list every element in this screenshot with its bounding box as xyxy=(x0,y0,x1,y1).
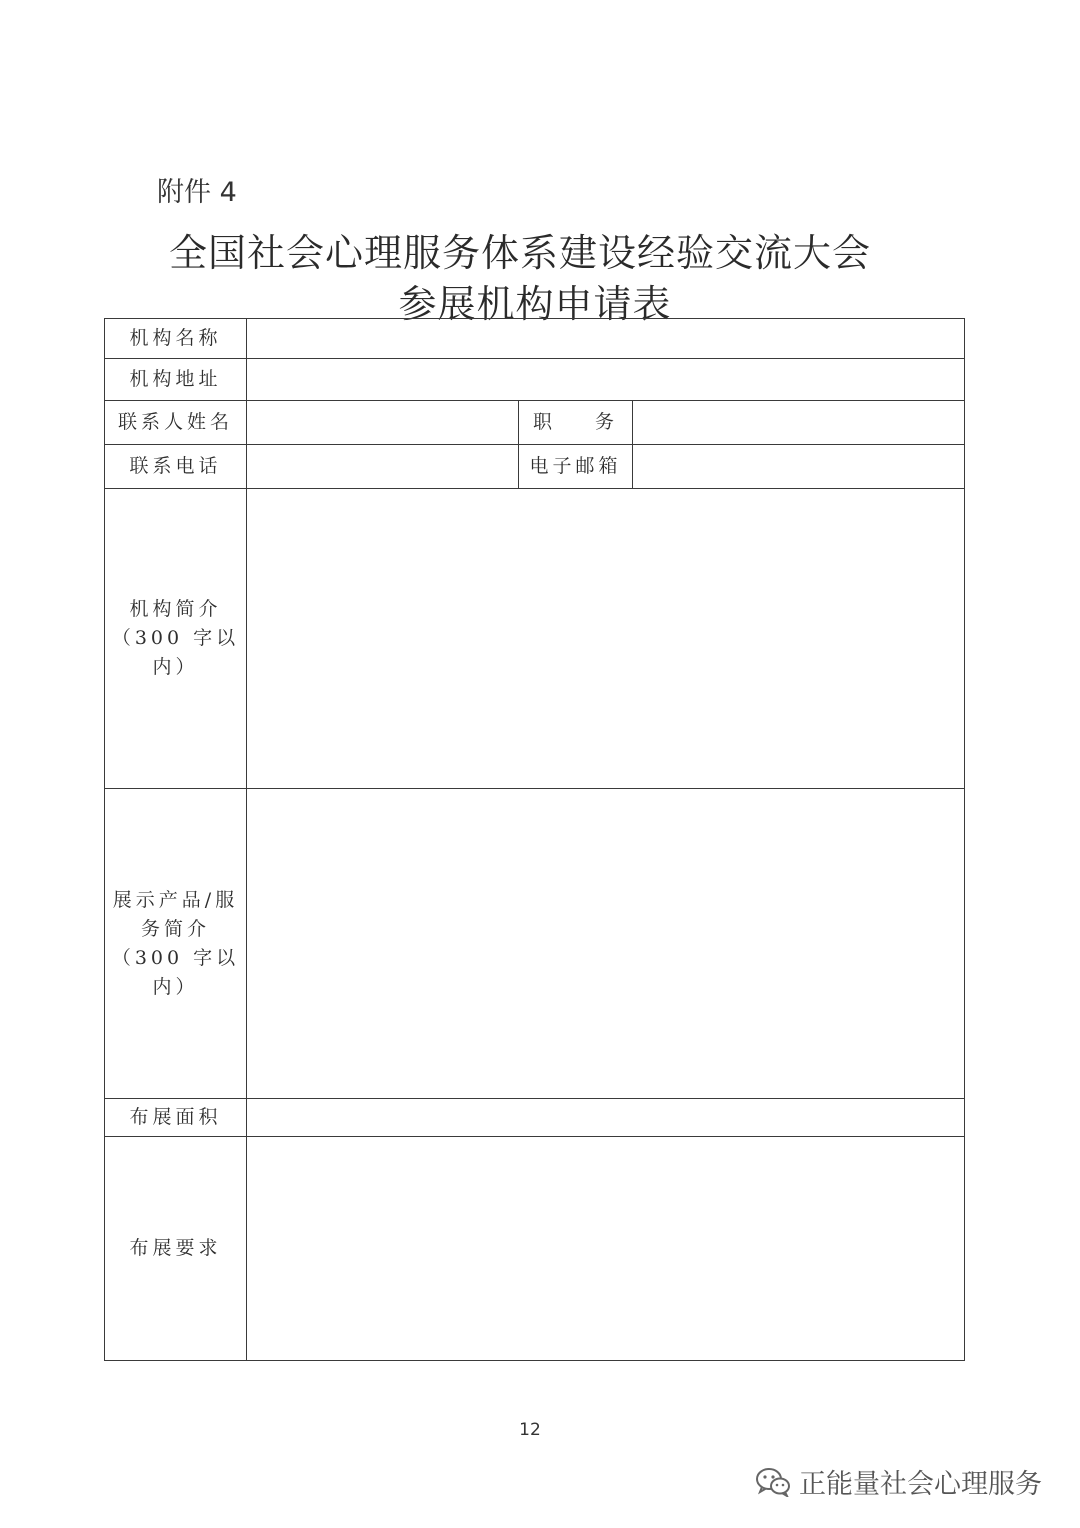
org-intro-label xyxy=(105,489,247,789)
row-booth-requirements xyxy=(105,1137,965,1361)
page-number: 12 xyxy=(519,1420,541,1440)
form-title-line1: 全国社会心理服务体系建设经验交流大会 xyxy=(168,231,871,275)
phone-field[interactable] xyxy=(247,445,519,489)
row-org-name xyxy=(105,319,965,359)
contact-name-label: 联系人姓名 xyxy=(105,401,247,445)
attachment-label: 附件 4 xyxy=(157,177,237,208)
booth-area-label: 布展面积 xyxy=(105,1099,247,1137)
product-intro-label-line1: 展示产品/服 xyxy=(112,888,239,911)
email-field[interactable] xyxy=(633,445,965,489)
org-name-field[interactable] xyxy=(247,319,965,359)
phone-label: 联系电话 xyxy=(105,445,247,489)
row-product-intro xyxy=(105,789,965,1099)
row-contact xyxy=(105,401,965,445)
product-intro-label-line2: 务简介 xyxy=(140,917,210,940)
product-intro-label xyxy=(105,789,247,1099)
row-org-address xyxy=(105,359,965,401)
booth-area-field[interactable] xyxy=(247,1099,965,1137)
booth-requirements-field[interactable] xyxy=(247,1137,965,1361)
org-intro-label-line3: 内） xyxy=(152,656,199,678)
org-address-label: 机构地址 xyxy=(105,359,247,401)
org-intro-label-line1: 机构简介 xyxy=(129,598,222,620)
application-form-table xyxy=(104,318,965,1361)
product-intro-field[interactable] xyxy=(247,789,965,1099)
org-intro-field[interactable] xyxy=(247,489,965,789)
product-intro-label-line3: （300 字以 xyxy=(111,946,240,969)
booth-requirements-label: 布展要求 xyxy=(105,1137,247,1361)
row-booth-area xyxy=(105,1099,965,1137)
watermark-text: 正能量社会心理服务 xyxy=(799,1469,1042,1500)
org-address-field[interactable] xyxy=(247,359,965,401)
email-label: 电子邮箱 xyxy=(519,445,633,489)
position-label: 职 务 xyxy=(519,401,633,445)
org-intro-label-line2: （300 字以 xyxy=(111,627,240,649)
form-title-line2: 参展机构申请表 xyxy=(398,282,672,326)
row-org-intro xyxy=(105,489,965,789)
wechat-icon xyxy=(755,1467,791,1497)
watermark xyxy=(755,1462,1042,1501)
product-intro-label-line4: 内） xyxy=(152,975,199,998)
contact-name-field[interactable] xyxy=(247,401,519,445)
position-field[interactable] xyxy=(633,401,965,445)
org-name-label: 机构名称 xyxy=(105,319,247,359)
row-phone-email xyxy=(105,445,965,489)
